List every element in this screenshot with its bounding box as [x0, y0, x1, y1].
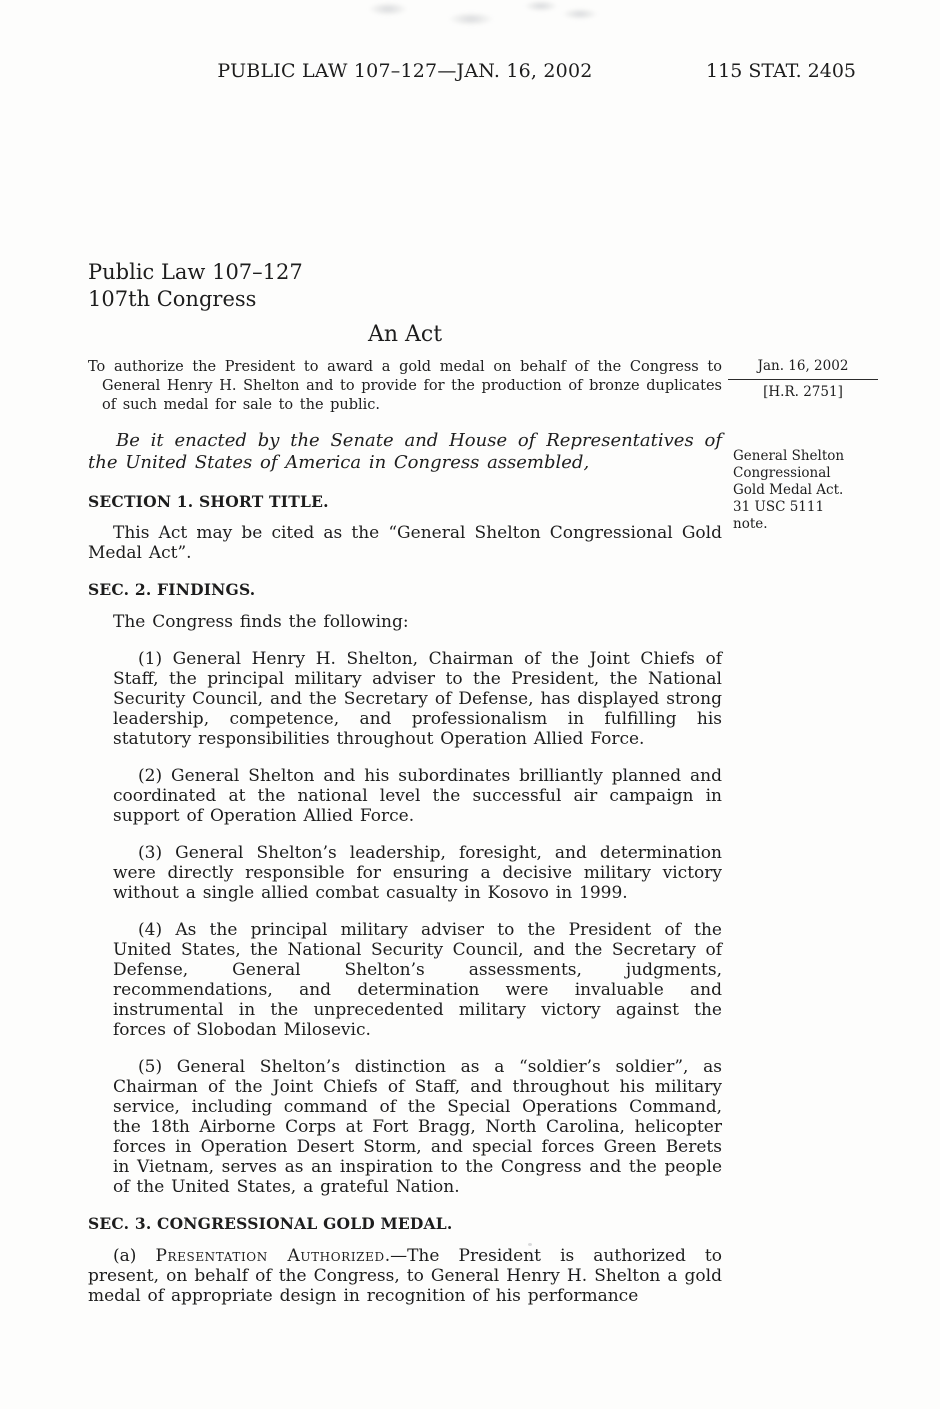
running-header-law-line: PUBLIC LAW 107–127—JAN. 16, 2002	[217, 60, 593, 82]
finding-4: (4) As the principal military adviser to the President of the United States, the National Security Council, and the Secretary of Defense, General Shelton’s assessments, judgments, recommendations, and determination were invaluable and instrumental in the unprecedented military victory against the forces of Slobodan Milosevic.	[113, 920, 722, 1041]
finding-3: (3) General Shelton’s leadership, foresight, and determination were directly responsible for ensuring a decisive military victory without a single allied combat casualty in Kosovo in 1999.	[113, 843, 722, 904]
section-3-subsection-a	[88, 1246, 722, 1306]
section-2-intro: The Congress finds the following:	[113, 612, 409, 633]
running-header-stat-page: 115 STAT. 2405	[706, 60, 856, 82]
scan-smudge	[562, 8, 598, 20]
margin-note-usc-citation: 31 USC 5111 note.	[733, 499, 825, 532]
subsection-a-designator: (a)	[113, 1246, 156, 1267]
public-law-number: Public Law 107–127	[88, 260, 303, 284]
margin-note-bill-number: [H.R. 2751]	[763, 384, 843, 400]
preamble-text: To authorize the President to award a gold medal on behalf of the Congress to General Henry H. Shelton and to provide for the production of bronze duplicates of such medal for sale to the public.	[88, 359, 722, 413]
enacting-clause: Be it enacted by the Senate and House of Representatives of the United States of America in Congress assembled,	[88, 429, 722, 473]
subsection-a-label: Presentation Authorized	[155, 1246, 385, 1267]
scan-smudge	[368, 2, 408, 16]
section-2-heading: SEC. 2. FINDINGS.	[88, 580, 256, 600]
main-text-column	[88, 259, 722, 1323]
margin-note-date: Jan. 16, 2002	[728, 358, 878, 380]
finding-2: (2) General Shelton and his subordinates brilliantly planned and coordinated at the national level the successful air campaign in support of Operation Allied Force.	[113, 766, 722, 827]
finding-1: (1) General Henry H. Shelton, Chairman of the Joint Chiefs of Staff, the principal military adviser to the President, the National Security Council, and the Secretary of Defense, has displayed strong leadership, competence, and professionalism in fulfilling his statutory responsibilities throughout Operation Allied Force.	[113, 649, 722, 750]
finding-5: (5) General Shelton’s distinction as a “soldier’s soldier”, as Chairman of the Joint Chiefs of Staff, and throughout his military service, including command of the Special Operations Command, the 18th Airborne Corps at Fort Bragg, North Carolina, helicopter forces in Operation Desert Storm, and special forces Green Berets in Vietnam, serves as an inspiration to the Congress and the people of the United States, a grateful Nation.	[113, 1057, 722, 1198]
margin-note-date-block	[728, 358, 878, 401]
margin-note-short-title-block	[733, 448, 859, 533]
congress-number: 107th Congress	[88, 287, 257, 311]
scan-smudge	[524, 0, 558, 12]
section-3-heading: SEC. 3. CONGRESSIONAL GOLD MEDAL.	[88, 1214, 453, 1234]
act-heading: An Act	[367, 322, 443, 347]
section-1-heading: SECTION 1. SHORT TITLE.	[88, 491, 329, 511]
section-1-body: This Act may be cited as the “General Shelton Congressional Gold Medal Act”.	[88, 523, 722, 564]
subsection-a-text: .—The President is authorized to present, on behalf of the Congress, to General Henry H. Shelton a gold medal of appropriate design in recognition of his performance	[88, 1246, 722, 1307]
scan-smudge	[448, 12, 494, 26]
margin-note-short-title: General Shelton Congressional Gold Medal Act.	[733, 448, 845, 498]
